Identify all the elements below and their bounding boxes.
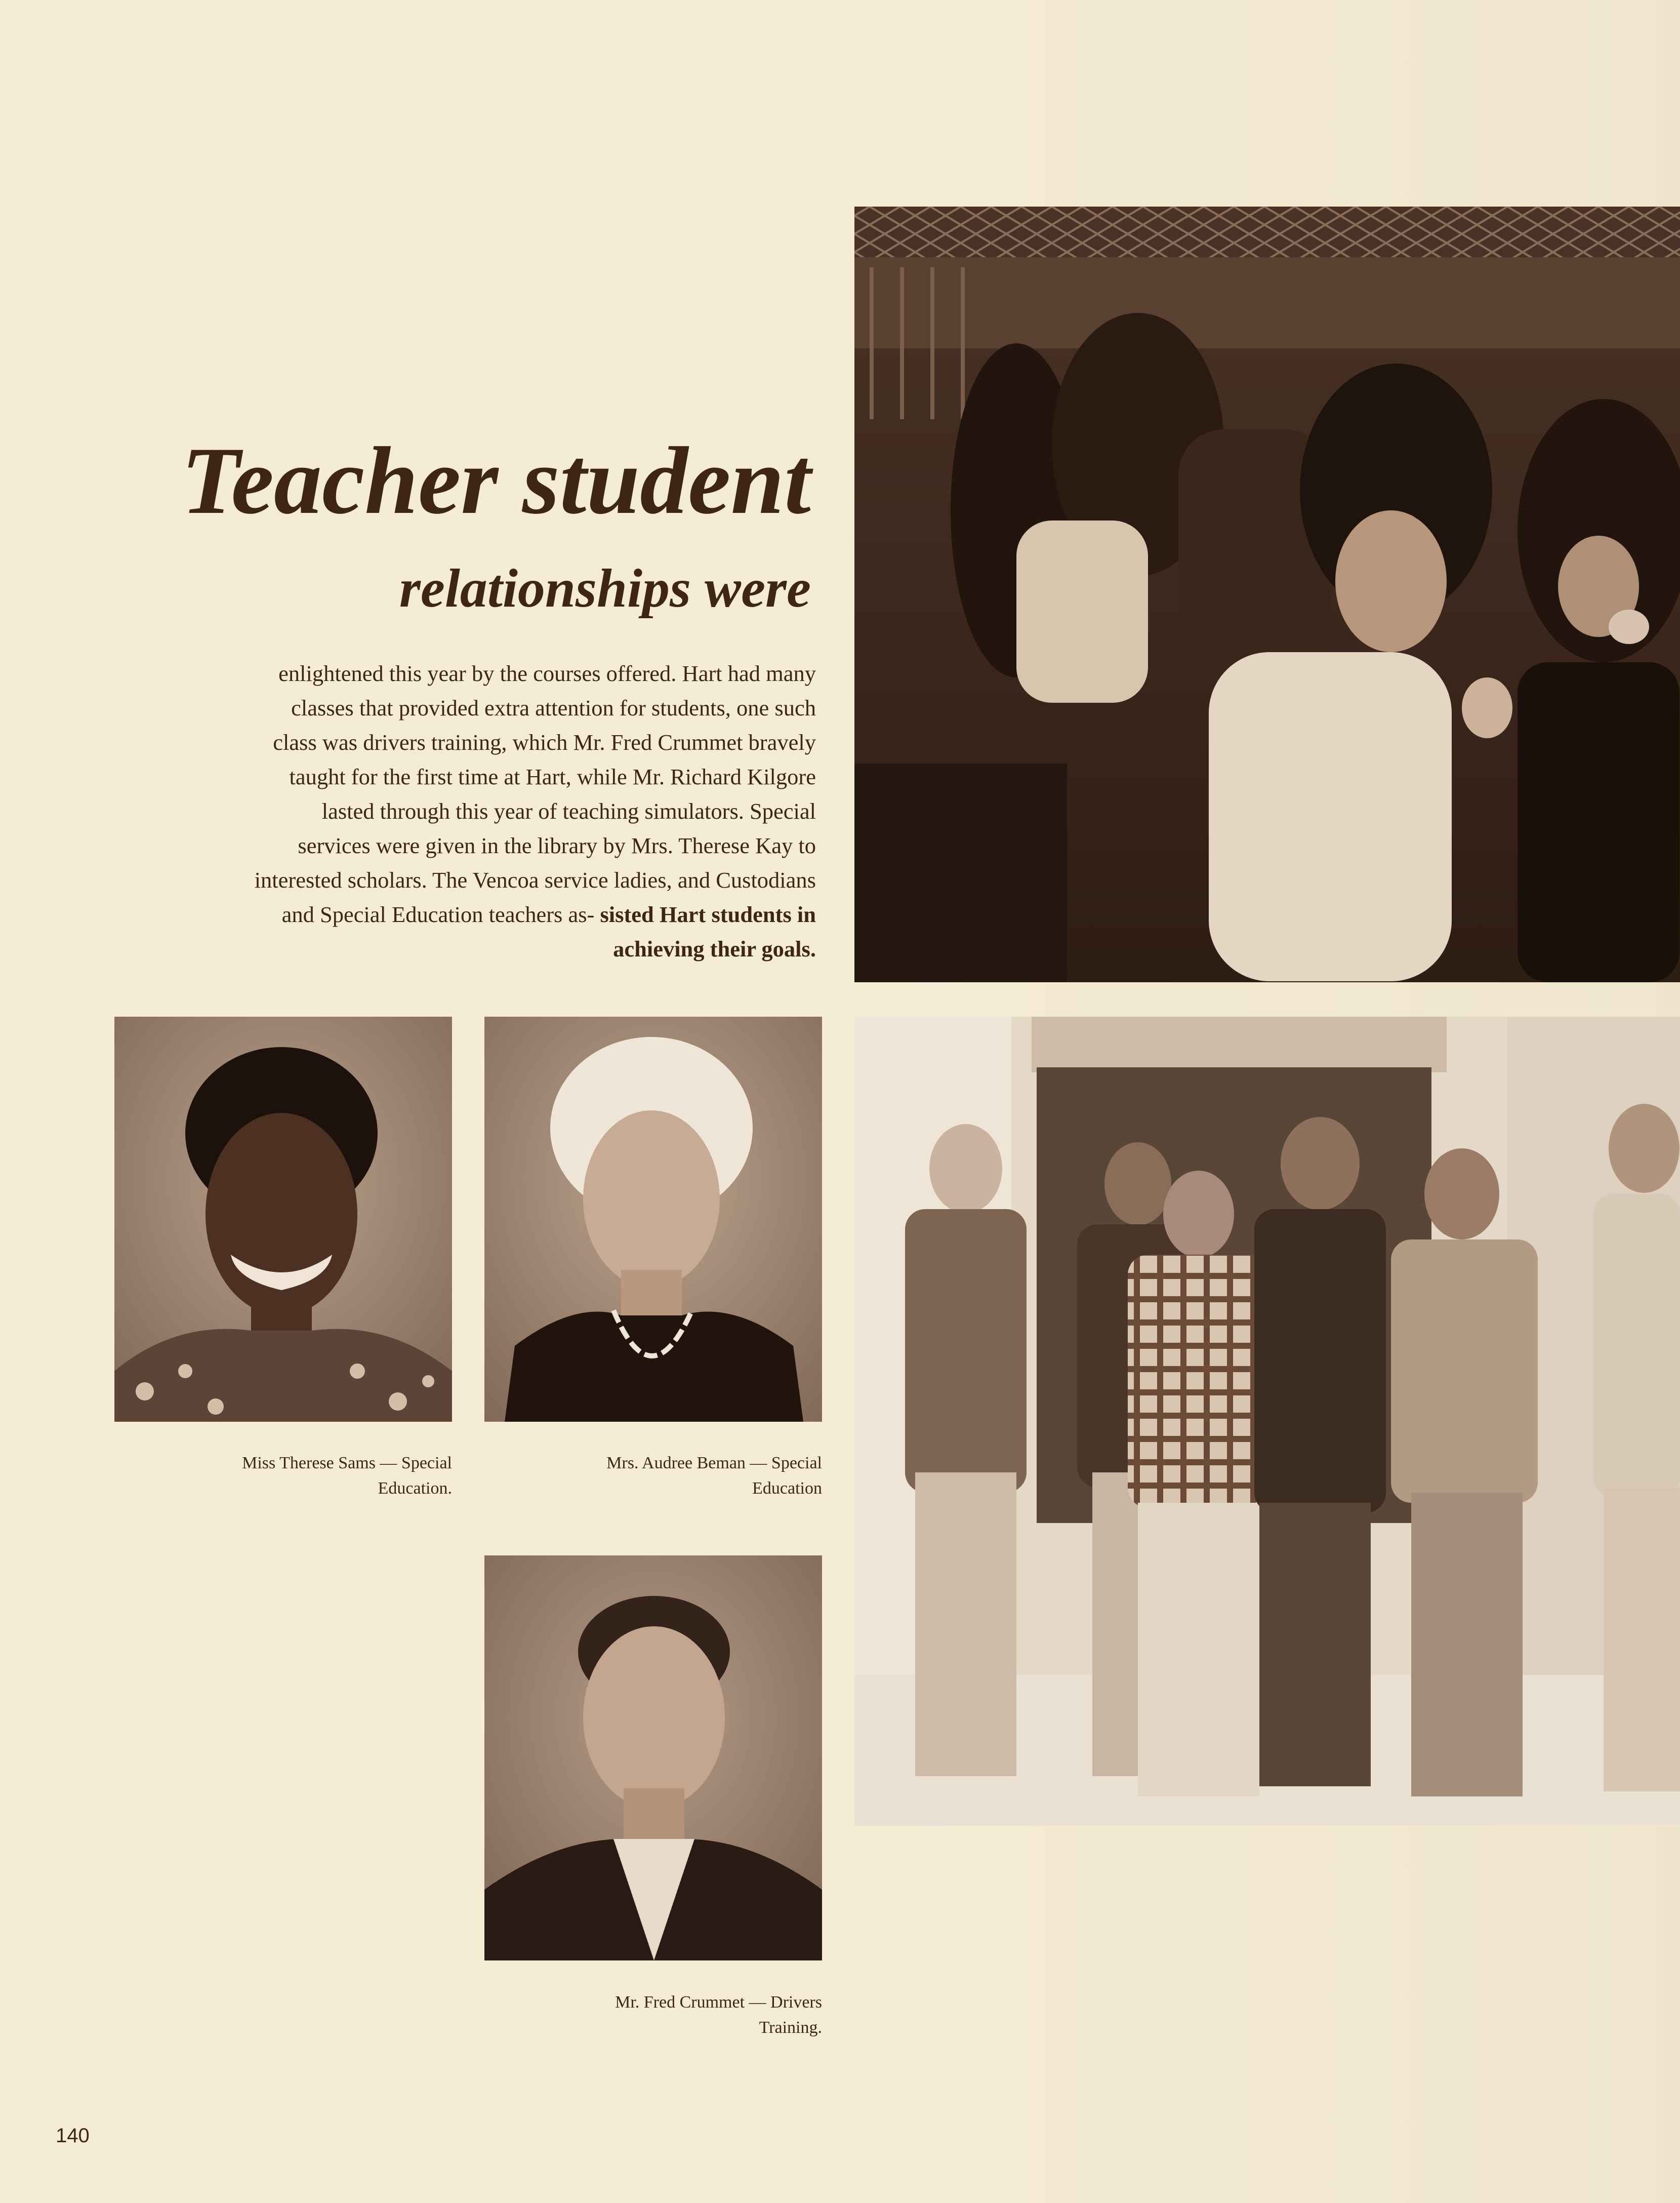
custodians-photo xyxy=(854,1017,1680,1826)
beman-portrait xyxy=(484,1017,822,1422)
crummet-portrait xyxy=(484,1555,822,1960)
beman-caption-line2: Education xyxy=(752,1479,822,1498)
headline-line-2: relationships were xyxy=(399,558,811,619)
crummet-caption-line1: Mr. Fred Crummet — Drivers xyxy=(615,1993,822,2012)
intro-text: enlightened this year by the courses offered. Hart had many classes that provided extra attention for students, one such class was drivers training, which Mr. Fred Crummet bravely taught for the first time at Hart, while Mr. Richard Kilgore lasted through this year of teaching simulators. Special services were given in the library by Mrs. Therese Kay to interested scholars. The Vencoa service ladies, and Custodians and Special Education teachers as- xyxy=(254,661,816,927)
intro-text-end: sisted Hart students in achieving their goals. xyxy=(600,902,816,962)
sams-caption xyxy=(114,1451,452,1501)
page-number: 140 xyxy=(56,2125,90,2147)
crummet-caption xyxy=(484,1990,822,2040)
sams-caption-line1: Miss Therese Sams — Special xyxy=(242,1454,452,1472)
bleed-through-text xyxy=(481,167,496,237)
students-photo xyxy=(854,207,1680,982)
beman-caption xyxy=(484,1451,822,1501)
sams-portrait xyxy=(114,1017,452,1422)
beman-caption-line1: Mrs. Audree Beman — Special xyxy=(606,1454,822,1472)
crummet-caption-line2: Training. xyxy=(759,2018,822,2037)
sams-caption-line2: Education. xyxy=(378,1479,452,1498)
headline-line-1: Teacher student xyxy=(181,428,811,534)
intro-paragraph xyxy=(253,656,816,966)
